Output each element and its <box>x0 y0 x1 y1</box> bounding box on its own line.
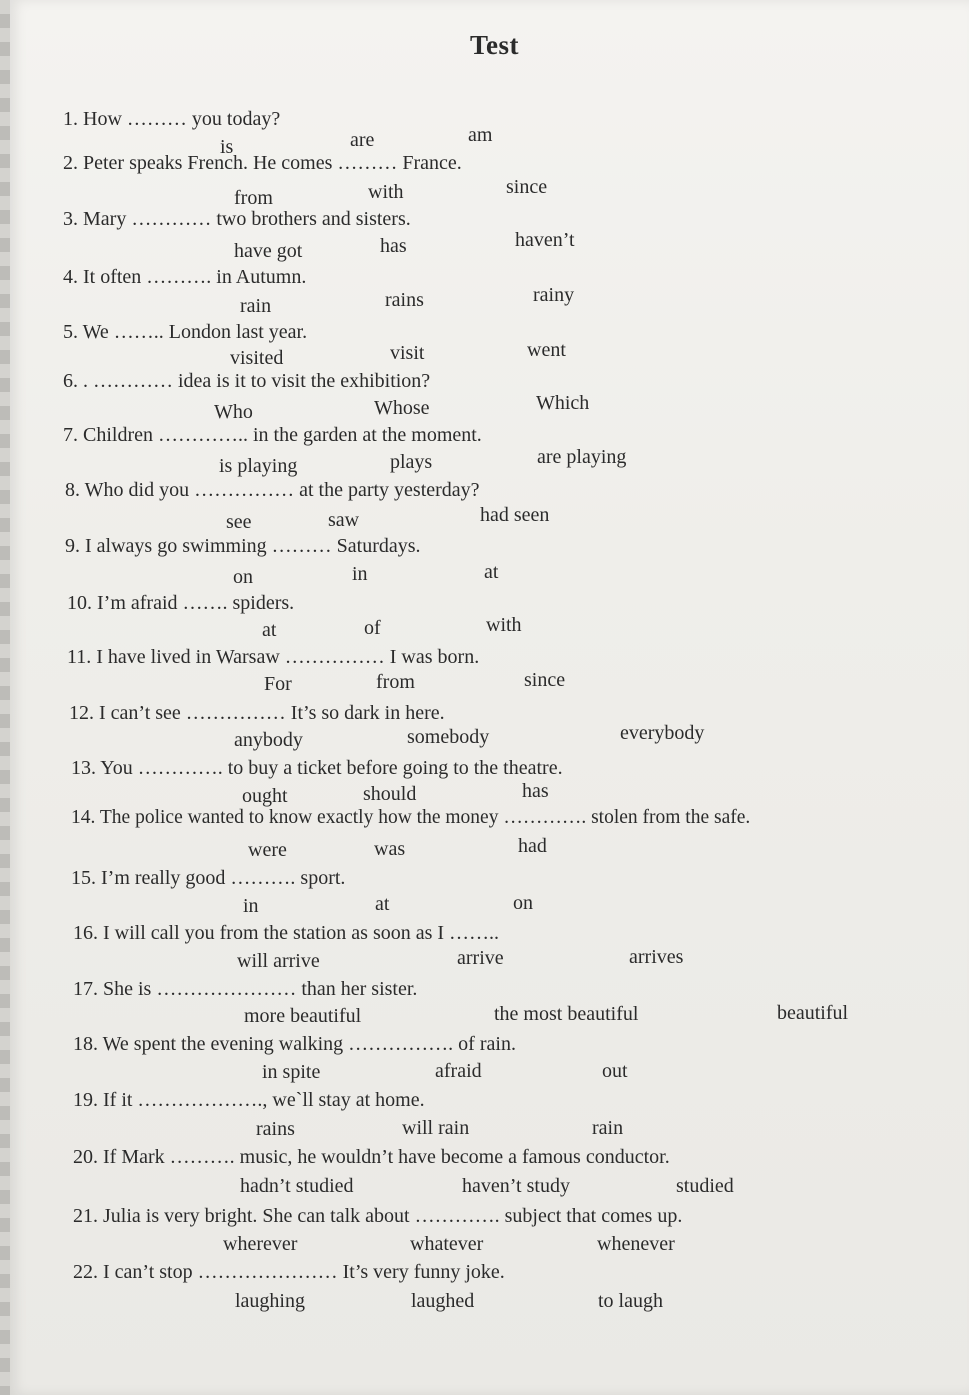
option-16c: arrives <box>629 946 684 968</box>
option-5a: visited <box>230 347 284 369</box>
question-1: 1. How ……… you today? <box>63 108 281 130</box>
option-10b: of <box>364 617 381 639</box>
option-9c: at <box>484 561 499 583</box>
option-4c: rainy <box>533 284 575 306</box>
question-15: 15. I’m really good ………. sport. <box>71 867 346 889</box>
question-12: 12. I can’t see …………… It’s so dark in here. <box>69 702 445 724</box>
question-2: 2. Peter speaks French. He comes ……… France. <box>63 152 462 174</box>
question-9: 9. I always go swimming ……… Saturdays. <box>65 535 421 557</box>
option-5c: went <box>527 339 566 361</box>
option-18a: in spite <box>262 1061 321 1083</box>
option-3a: have got <box>234 240 303 262</box>
option-11b: from <box>376 671 415 693</box>
torn-paper-edge <box>0 0 10 1395</box>
option-13c: has <box>522 780 549 802</box>
option-1c: am <box>468 124 493 146</box>
option-12b: somebody <box>407 726 490 748</box>
option-2a: from <box>234 187 273 209</box>
option-17c: beautiful <box>777 1002 849 1024</box>
option-19b: will rain <box>402 1117 470 1139</box>
option-19c: rain <box>592 1117 624 1139</box>
question-3: 3. Mary ………… two brothers and sisters. <box>63 208 411 230</box>
option-20c: studied <box>676 1175 734 1197</box>
option-22a: laughing <box>235 1290 305 1312</box>
option-10a: at <box>262 619 277 641</box>
option-4b: rains <box>385 289 424 311</box>
option-6b: Whose <box>374 397 430 419</box>
question-22: 22. I can’t stop ………………… It’s very funny joke. <box>73 1261 505 1283</box>
question-10: 10. I’m afraid ……. spiders. <box>67 592 295 614</box>
question-8: 8. Who did you …………… at the party yesterday? <box>65 479 480 501</box>
option-16a: will arrive <box>237 950 320 972</box>
question-19: 19. If it ………………., we`ll stay at home. <box>73 1089 425 1111</box>
option-7c: are playing <box>537 446 627 468</box>
option-18b: afraid <box>435 1060 482 1082</box>
option-8c: had seen <box>480 504 550 526</box>
option-7b: plays <box>390 451 433 473</box>
option-21a: wherever <box>223 1233 298 1255</box>
option-20a: hadn’t studied <box>240 1175 354 1197</box>
option-5b: visit <box>390 342 425 364</box>
option-17b: the most beautiful <box>494 1003 639 1025</box>
option-14b: was <box>374 838 406 860</box>
option-20b: haven’t study <box>462 1175 570 1197</box>
question-14: 14. The police wanted to know exactly how the money …………. stolen from the safe. <box>71 807 751 828</box>
option-18c: out <box>602 1060 628 1082</box>
question-6: 6. . ………… idea is it to visit the exhibition? <box>63 370 431 392</box>
option-21b: whatever <box>410 1233 484 1255</box>
question-18: 18. We spent the evening walking ……………. of rain. <box>73 1033 516 1055</box>
question-7: 7. Children ………….. in the garden at the moment. <box>63 424 482 446</box>
option-15a: in <box>243 895 259 917</box>
question-11: 11. I have lived in Warsaw …………… I was born. <box>67 646 480 668</box>
page-title: Test <box>469 30 519 60</box>
option-13b: should <box>363 783 417 805</box>
option-11a: For <box>264 673 292 695</box>
option-1b: are <box>350 129 375 151</box>
option-16b: arrive <box>457 947 504 969</box>
option-19a: rains <box>256 1118 295 1140</box>
option-9a: on <box>233 566 253 588</box>
option-12a: anybody <box>234 729 303 751</box>
question-21: 21. Julia is very bright. She can talk about …………. subject that comes up. <box>73 1205 683 1227</box>
option-13a: ought <box>242 785 288 807</box>
option-8b: saw <box>328 509 360 531</box>
option-22b: laughed <box>411 1290 475 1312</box>
question-5: 5. We …….. London last year. <box>63 321 308 343</box>
option-14a: were <box>248 839 287 861</box>
option-21c: whenever <box>597 1233 675 1255</box>
option-6a: Who <box>214 401 253 423</box>
option-11c: since <box>524 669 566 691</box>
option-15c: on <box>513 892 533 914</box>
option-2c: since <box>506 176 548 198</box>
option-12c: everybody <box>620 722 705 744</box>
question-17: 17. She is ………………… than her sister. <box>73 978 418 1000</box>
option-2b: with <box>368 181 404 203</box>
option-3c: haven’t <box>515 229 575 251</box>
question-16: 16. I will call you from the station as soon as I …….. <box>73 922 500 944</box>
option-3b: has <box>380 235 407 257</box>
option-6c: Which <box>536 392 590 414</box>
option-15b: at <box>375 893 390 915</box>
question-4: 4. It often ………. in Autumn. <box>63 266 307 288</box>
option-8a: see <box>226 511 252 533</box>
option-9b: in <box>352 563 368 585</box>
question-13: 13. You …………. to buy a ticket before going to the theatre. <box>71 757 563 779</box>
question-20: 20. If Mark ………. music, he wouldn’t have become a famous conductor. <box>73 1146 670 1168</box>
option-14c: had <box>518 835 547 857</box>
option-1a: is <box>220 136 234 158</box>
option-7a: is playing <box>219 455 298 477</box>
option-22c: to laugh <box>598 1290 663 1312</box>
option-17a: more beautiful <box>244 1005 362 1027</box>
option-10c: with <box>486 614 522 636</box>
option-4a: rain <box>240 295 272 317</box>
